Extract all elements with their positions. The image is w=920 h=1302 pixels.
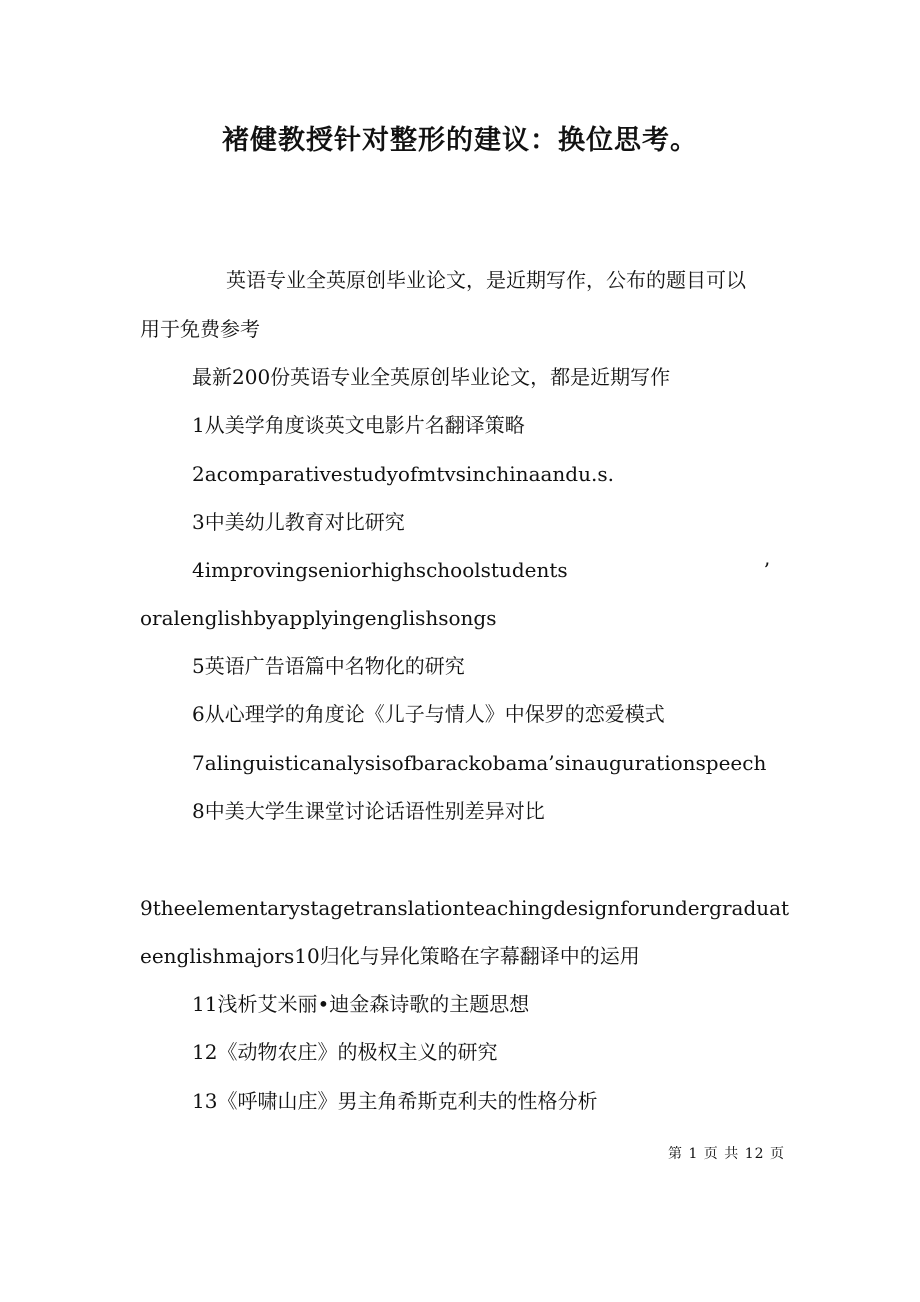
apostrophe: ’ [763,558,770,582]
list-item [192,556,770,584]
list-item: 8中美大学生课堂讨论话语性别差异对比 [192,799,545,823]
list-item: 9theelementarystagetranslationteachingdesignforundergraduat [140,896,790,920]
list-item: 3中美幼儿教育对比研究 [192,510,405,534]
document-title: 褚健教授针对整形的建议：换位思考。 [222,125,698,156]
intro-line-2: 用于免费参考 [140,317,260,341]
list-item-text: 4improvingseniorhighschoolstudents [192,558,568,582]
list-heading: 最新200份英语专业全英原创毕业论文，都是近期写作 [192,365,671,389]
list-item: 6从心理学的角度论《儿子与情人》中保罗的恋爱模式 [192,702,665,726]
list-item: 12《动物农庄》的极权主义的研究 [192,1040,498,1064]
intro-line-1: 英语专业全英原创毕业论文，是近期写作，公布的题目可以 [226,268,746,292]
list-item: 1从美学角度谈英文电影片名翻译策略 [192,413,525,437]
list-item: 5英语广告语篇中名物化的研究 [192,654,465,678]
list-item: 11浅析艾米丽•迪金森诗歌的主题思想 [192,992,530,1016]
list-item: 13《呼啸山庄》男主角希斯克利夫的性格分析 [192,1089,598,1113]
list-item: 2acomparativestudyofmtvsinchinaandu.s. [192,462,614,486]
page-number: 第 1 页 共 12 页 [668,1146,785,1162]
list-item-continuation: eenglishmajors10归化与异化策略在字幕翻译中的运用 [140,944,640,968]
list-item: 7alinguisticanalysisofbarackobama’sinaugurationspeech [192,751,767,775]
list-item-continuation: oralenglishbyapplyingenglishsongs [140,606,497,630]
